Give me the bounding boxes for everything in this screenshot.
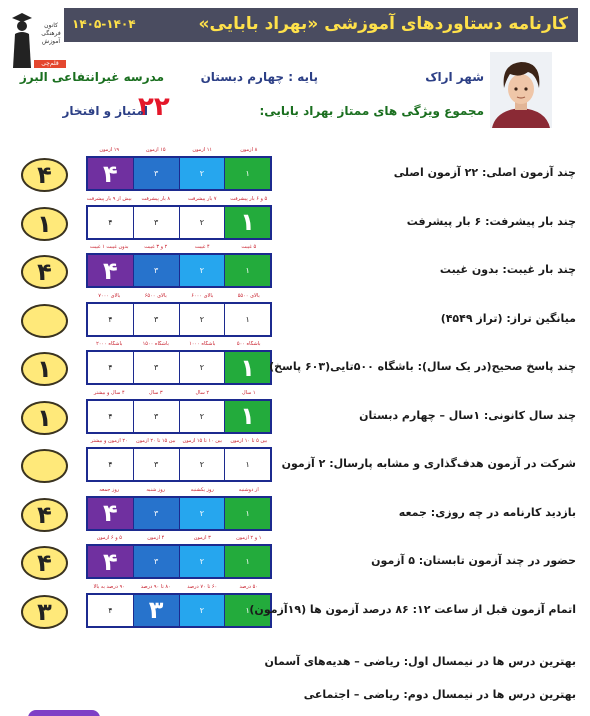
- level-label: ۵ غیبت: [241, 244, 257, 250]
- level-cell: ۱: [224, 401, 270, 432]
- best-subjects-first-half: بهترین درس ها در نیمسال اول: ریاضی – هدیه‌های آسمان: [264, 655, 576, 668]
- level-cell: ۱: [224, 352, 270, 383]
- level-cell: ۳: [133, 352, 179, 383]
- level-label: ۵۰ درصد: [239, 583, 258, 590]
- level-cell: ۲: [179, 449, 225, 480]
- level-cell: ۲: [179, 158, 225, 189]
- academic-year: ۱۴۰۵-۱۴۰۴: [72, 17, 136, 31]
- level-cell: ۲: [179, 546, 225, 577]
- level-label: باشگاه ۱۰۰۰: [189, 341, 216, 347]
- level-label: ۴ آزمون: [147, 535, 165, 541]
- level-cell: ۴: [88, 207, 133, 238]
- level-label: روز جمعه: [99, 486, 120, 493]
- level-label: بالای ۶۵۰۰: [144, 292, 167, 299]
- score-badge: ۴: [21, 498, 68, 532]
- level-label: بین ۱۰ تا ۱۵ آزمون: [182, 438, 222, 444]
- level-cell: ۳: [133, 595, 179, 626]
- achievement-row: [0, 148, 590, 196]
- level-cell: ۱: [224, 158, 270, 189]
- level-grid: [86, 253, 272, 288]
- level-grid: [86, 593, 272, 628]
- level-grid: [86, 156, 272, 191]
- student-grade: پایه : چهارم دبستان: [200, 70, 318, 84]
- level-cell: ۴: [88, 158, 133, 189]
- level-label: بالای ۷۰۰۰: [98, 292, 121, 299]
- achievement-question: بازدید کارنامه در چه روزی: جمعه: [398, 505, 576, 519]
- level-cell: ۳: [133, 401, 179, 432]
- achievement-question: حضور در چند آزمون تابستان: ۵ آزمون: [371, 554, 576, 567]
- achievement-question: اتمام آزمون قبل از ساعت ۱۲: ۸۶ درصد آزمون ها (۱۹آزمون): [249, 602, 576, 616]
- achievement-row: [0, 439, 590, 487]
- level-cell: ۳: [133, 498, 179, 529]
- level-cell: ۲: [179, 255, 225, 286]
- achievement-row: [0, 294, 590, 342]
- level-label: ۳ سال: [148, 389, 163, 396]
- student-photo: [490, 52, 552, 128]
- level-label: باشگاه ۲۰۰۰: [96, 341, 123, 347]
- level-label: بدون غیبت ۱ غیبت: [89, 244, 129, 250]
- page-tab: [28, 710, 100, 716]
- level-label: ۶۰ تا ۷۰ درصد: [187, 583, 218, 590]
- score-badge: ۴: [21, 158, 68, 192]
- level-grid: [86, 302, 272, 337]
- achievement-question: چند بار پیشرفت: ۶ بار پیشرفت: [406, 214, 576, 228]
- level-cell: ۴: [88, 401, 133, 432]
- level-label: باشگاه ۱۵۰۰: [142, 341, 169, 347]
- level-label: باشگاه ۵۰۰: [236, 341, 261, 347]
- level-label: ۸۰ تا ۹۰ درصد: [140, 583, 171, 590]
- level-cell: ۲: [179, 595, 225, 626]
- level-cell: ۱: [224, 207, 270, 238]
- level-cell: ۳: [133, 449, 179, 480]
- level-cell: ۲: [179, 498, 225, 529]
- level-cell: ۲: [179, 207, 225, 238]
- score-badge: ۱: [21, 207, 68, 241]
- level-cell: ۳: [133, 255, 179, 286]
- level-cell: ۱: [224, 255, 270, 286]
- score-badge: [21, 449, 68, 483]
- level-cell: ۴: [88, 304, 133, 335]
- level-label: بیش از ۹ بار پیشرفت: [86, 195, 132, 202]
- level-cell: ۴: [88, 498, 133, 529]
- level-grid: [86, 544, 272, 579]
- level-grid: [86, 496, 272, 531]
- level-label: ۹۰ درصد به بالا: [93, 583, 125, 590]
- level-label: ۱۹ آزمون: [99, 147, 120, 153]
- report-title: کارنامه دستاوردهای آموزشی «بهراد بابایی»: [198, 14, 568, 34]
- level-cell: ۳: [133, 158, 179, 189]
- level-cell: ۲: [179, 352, 225, 383]
- achievement-row: [0, 536, 590, 584]
- level-label: ۴ غیبت: [194, 244, 210, 250]
- score-badge: ۱: [21, 352, 68, 386]
- level-grid: [86, 447, 272, 482]
- level-label: ۱۵ آزمون: [145, 147, 166, 153]
- level-label: ۲ و ۳ غیبت: [144, 244, 168, 250]
- score-badge: ۳: [21, 595, 68, 629]
- level-cell: ۴: [88, 595, 133, 626]
- level-label: ۴ سال و بیشتر: [93, 389, 125, 396]
- achievement-row: [0, 342, 590, 390]
- level-label: بین ۱۵ تا ۲۰ آزمون: [136, 438, 176, 444]
- level-cell: ۱: [224, 595, 270, 626]
- level-cell: ۳: [133, 207, 179, 238]
- level-label: ۵ و ۶ بار پیشرفت: [230, 195, 268, 202]
- score-badge: ۱: [21, 401, 68, 435]
- level-label: ۲۰ آزمون و بیشتر: [90, 438, 128, 444]
- score-badge: ۴: [21, 255, 68, 289]
- level-label: روز شنبه: [146, 486, 166, 493]
- level-cell: ۳: [133, 546, 179, 577]
- achievement-question: چند آزمون اصلی: ۲۲ آزمون اصلی: [393, 166, 576, 179]
- logo-tag: قلم‌چی: [34, 60, 66, 68]
- level-cell: ۲: [179, 304, 225, 335]
- level-cell: ۴: [88, 449, 133, 480]
- level-cell: ۳: [133, 304, 179, 335]
- level-grid: [86, 205, 272, 240]
- achievement-row: [0, 245, 590, 293]
- student-school: مدرسه غیرانتفاعی البرز: [19, 70, 164, 84]
- level-cell: ۴: [88, 352, 133, 383]
- achievement-question: میانگین تراز: (تراز ۴۵۴۹): [440, 311, 576, 325]
- level-label: ۱ سال: [241, 389, 256, 396]
- level-cell: ۲: [179, 401, 225, 432]
- features-label: مجموع ویژگی های ممتاز بهراد بابایی:: [259, 104, 484, 118]
- level-cell: ۱: [224, 498, 270, 529]
- level-label: ۲ سال: [195, 389, 210, 396]
- achievement-question: چند سال کانونی: ۱سال – چهارم دبستان: [359, 408, 576, 422]
- level-label: بین ۵ تا ۱۰ آزمون: [230, 438, 268, 444]
- level-label: بالای ۶۰۰۰: [191, 292, 214, 299]
- points-label: امتیاز و افتخار: [62, 104, 148, 118]
- achievement-row: [0, 585, 590, 633]
- achievement-row: [0, 391, 590, 439]
- level-cell: ۱: [224, 304, 270, 335]
- level-cell: ۴: [88, 546, 133, 577]
- level-label: ۵ و ۶ آزمون: [96, 535, 122, 541]
- graduate-figure-icon: [10, 8, 34, 70]
- level-grid: [86, 399, 272, 434]
- achievement-question: شرکت در آزمون هدف‌گذاری و مشابه پارسال: ۲ آزمون: [281, 457, 576, 470]
- achievement-question: چند پاسخ صحیح(در یک سال): باشگاه ۵۰۰تایی(۶۰۳ پاسخ): [269, 360, 576, 373]
- level-label: ۳ آزمون: [193, 535, 211, 541]
- achievement-question: چند بار غیبت: بدون غیبت: [439, 263, 576, 276]
- score-badge: [21, 304, 68, 338]
- level-grid: [86, 350, 272, 385]
- logo-wordmark: کانون فرهنگی آموزش: [41, 22, 61, 45]
- level-cell: ۱: [224, 449, 270, 480]
- report-header: [64, 8, 578, 42]
- level-cell: ۴: [88, 255, 133, 286]
- level-label: ۱ و ۲ آزمون: [236, 535, 262, 541]
- achievement-row: [0, 197, 590, 245]
- level-label: ۱۱ آزمون: [192, 147, 213, 153]
- level-label: ۷ بار پیشرفت: [187, 195, 217, 202]
- level-label: بالای ۵۵۰۰: [237, 292, 260, 299]
- total-points: ۲۲: [138, 92, 170, 122]
- level-label: ۸ بار پیشرفت: [141, 195, 171, 202]
- score-badge: ۴: [21, 546, 68, 580]
- level-cell: ۱: [224, 546, 270, 577]
- level-label: روز یکشنبه: [190, 486, 214, 493]
- student-city: شهر اراک: [425, 70, 484, 84]
- achievement-row: [0, 488, 590, 536]
- level-label: ۸ آزمون: [240, 147, 258, 153]
- best-subjects-second-half: بهترین درس ها در نیمسال دوم: ریاضی – اجتماعی: [303, 688, 576, 701]
- kanoon-logo: [10, 8, 60, 70]
- level-label: از دوشنبه: [238, 486, 259, 493]
